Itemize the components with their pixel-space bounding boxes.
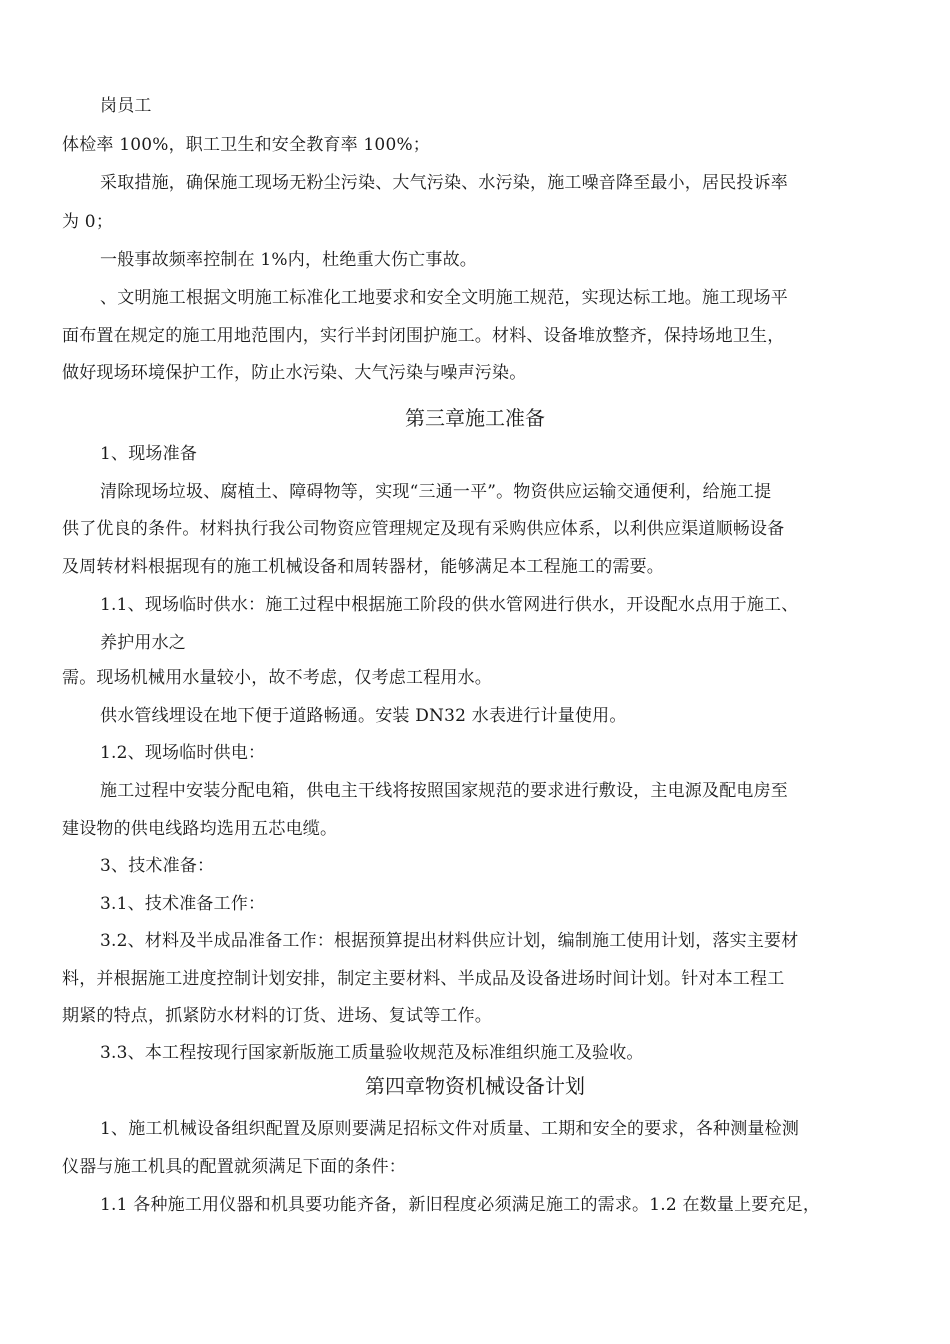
paragraph-line: 采取措施，确保施工现场无粉尘污染、大气污染、水污染，施工噪音降至最小，居民投诉率 <box>100 173 788 193</box>
paragraph-line: 1、施工机械设备组织配置及原则要满足招标文件对质量、工期和安全的要求，各种测量检测 <box>100 1119 800 1139</box>
paragraph-line: 岗员工 <box>100 96 152 116</box>
chapter-heading: 第三章施工准备 <box>405 406 545 430</box>
paragraph-line: 面布置在规定的施工用地范围内，实行半封闭围护施工。材料、设备堆放整齐，保持场地卫生， <box>62 326 785 346</box>
paragraph-line: 供水管线埋设在地下便于道路畅通。安装 DN32 水表进行计量使用。 <box>100 706 627 726</box>
paragraph-line: 施工过程中安装分配电箱，供电主干线将按照国家规范的要求进行敷设，主电源及配电房至 <box>100 781 788 801</box>
paragraph-line: 养护用水之 <box>100 633 186 653</box>
paragraph-line: 3.3、本工程按现行国家新版施工质量验收规范及标准组织施工及验收。 <box>100 1043 644 1063</box>
paragraph-line: 、文明施工根据文明施工标准化工地要求和安全文明施工规范，实现达标工地。施工现场平 <box>100 288 788 308</box>
paragraph-line: 清除现场垃圾、腐植土、障碍物等，实现“三通一平”。物资供应运输交通便利，给施工提 <box>100 482 772 502</box>
paragraph-line: 1.1 各种施工用仪器和机具要功能齐备，新旧程度必须满足施工的需求。1.2 在数量上要充足， <box>100 1195 821 1215</box>
paragraph-line: 供了优良的条件。材料执行我公司物资应管理规定及现有采购供应体系，以利供应渠道顺畅设备 <box>62 519 785 539</box>
paragraph-line: 料，并根据施工进度控制计划安排，制定主要材料、半成品及设备进场时间计划。针对本工程工 <box>62 969 785 989</box>
paragraph-line: 期紧的特点，抓紧防水材料的订货、进场、复试等工作。 <box>62 1006 492 1026</box>
paragraph-line: 做好现场环境保护工作，防止水污染、大气污染与噪声污染。 <box>62 363 527 383</box>
paragraph-line: 建设物的供电线路均选用五芯电缆。 <box>62 819 338 839</box>
paragraph-line: 为 0； <box>62 212 114 232</box>
paragraph-line: 1.1、现场临时供水：施工过程中根据施工阶段的供水管网进行供水，开设配水点用于施工、 <box>100 595 799 615</box>
paragraph-line: 及周转材料根据现有的施工机械设备和周转器材，能够满足本工程施工的需要。 <box>62 557 664 577</box>
paragraph-line: 3.2、材料及半成品准备工作：根据预算提出材料供应计划，编制施工使用计划，落实主要材 <box>100 931 799 951</box>
paragraph-line: 体检率 100%，职工卫生和安全教育率 100%； <box>62 135 431 155</box>
paragraph-line: 3.1、技术准备工作： <box>100 894 266 914</box>
paragraph-line: 1、现场准备 <box>100 444 198 464</box>
paragraph-line: 仪器与施工机具的配置就须满足下面的条件： <box>62 1157 406 1177</box>
paragraph-line: 1.2、现场临时供电： <box>100 743 266 763</box>
paragraph-line: 3、技术准备： <box>100 856 215 876</box>
paragraph-line: 一般事故频率控制在 1%内，杜绝重大伤亡事故。 <box>100 250 477 270</box>
chapter-heading: 第四章物资机械设备计划 <box>365 1074 585 1098</box>
paragraph-line: 需。现场机械用水量较小，故不考虑，仅考虑工程用水。 <box>62 668 492 688</box>
